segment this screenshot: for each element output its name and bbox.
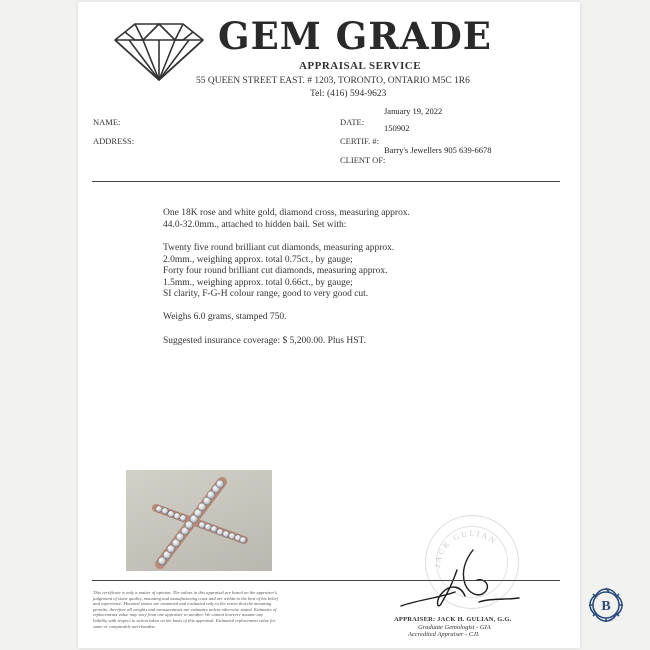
badge-letter: B — [601, 599, 611, 614]
disclaimer-text — [93, 590, 329, 629]
insurance-line: Suggested insurance coverage: $ 5,200.00. Plus HST. — [163, 336, 366, 346]
header-divider — [92, 181, 560, 182]
disclaimer-line: liability with respect to action taken on the basis of this appraisal. Estimated replacement value for — [93, 617, 276, 623]
description-line: One 18K rose and white gold, diamond cross, measuring approx. — [163, 208, 410, 218]
disclaimer-line: This certificate is only a matter of opinion. The values in this appraisal are based on the appraiser's — [93, 590, 278, 595]
company-address: 55 QUEEN STREET EAST. # 1203, TORONTO, ONTARIO M5C 1R6 — [196, 76, 470, 86]
date-label: DATE: — [340, 117, 365, 127]
appraiser-credential: Graduate Gemologist - GIA — [418, 623, 491, 631]
date-value: January 19, 2022 — [384, 106, 443, 116]
stone-line: Twenty five round brilliant cut diamonds, measuring approx. — [163, 243, 395, 253]
seal-text: JACK GULIAN — [432, 528, 499, 569]
name-label: NAME: — [93, 117, 121, 127]
footer-divider — [92, 580, 560, 581]
stone-line: 2.0mm., weighing approx. total 0.75ct., by gauge; — [163, 254, 353, 265]
disclaimer-line: same or comparable merchandise. — [93, 623, 157, 629]
diamond-cross-image — [126, 470, 272, 571]
stone-details — [163, 243, 463, 301]
disclaimer-line: judgement of stone quality, mounting and manufacturing costs and are within to the best of his belief — [93, 595, 278, 601]
item-description — [163, 208, 463, 231]
weight-line: Weighs 6.0 grams, stamped 750. — [163, 312, 287, 322]
brand-title: GEM GRADE — [218, 14, 492, 58]
company-phone: Tel: (416) 594-9623 — [310, 89, 387, 99]
stone-line: Forty four round brilliant cut diamonds, measuring approx. — [163, 266, 388, 276]
brand-subtitle: APPRAISAL SERVICE — [298, 60, 422, 72]
appraiser-block — [394, 616, 544, 639]
stone-line: SI clarity, F-G-H colour range, good to very good cut. — [163, 289, 369, 299]
disclaimer-line: and experience. Mounted stones are examined and evaluated only to the extent that the mounting — [93, 601, 272, 607]
certificate-label: CERTIF. #: — [340, 136, 379, 146]
brand-badge-icon[interactable] — [586, 585, 626, 625]
description-line: 44.0-32.0mm., attached to hidden bail. Set with: — [163, 219, 347, 230]
appraiser-name: APPRAISER: JACK H. GULIAN, G.G. — [394, 616, 512, 623]
appraiser-credential: Accredited Appraiser - CJI. — [408, 631, 480, 638]
diamond-logo-icon — [113, 22, 205, 82]
client-label: CLIENT OF: — [340, 155, 386, 165]
jewelry-photo — [126, 470, 272, 571]
certificate-number: 150902 — [384, 123, 410, 133]
disclaimer-line: replacements value may vary from one appraiser to another. We cannot however assume any — [93, 612, 264, 618]
client-value: Barry's Jewellers 905 639-6678 — [384, 145, 492, 155]
stone-line: 1.5mm., weighing approx. total 0.66ct., by gauge; — [163, 277, 353, 288]
address-label: ADDRESS: — [93, 136, 135, 146]
disclaimer-line: permits; therefore all weights and measurements are estimates unless otherwise stated. Estimates of — [93, 606, 277, 612]
